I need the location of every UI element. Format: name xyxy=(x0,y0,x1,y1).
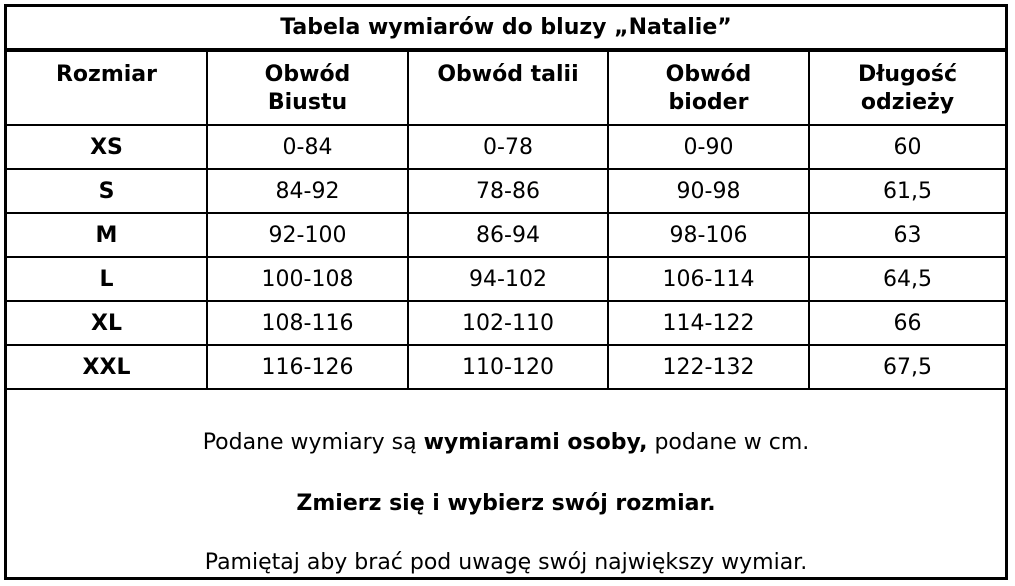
header-length-line1: Długość xyxy=(857,62,958,87)
measurement-note xyxy=(7,430,1005,455)
measure-instruction: Zmierz się i wybierz swój rozmiar. xyxy=(296,491,716,516)
length-cell: 67,5 xyxy=(809,345,1005,389)
chart-title: Tabela wymiarów do bluzy „Natalie” xyxy=(7,7,1005,50)
table-row xyxy=(7,213,1005,257)
size-cell: XL xyxy=(7,301,207,345)
bust-cell: 0-84 xyxy=(207,125,408,169)
hips-cell: 114-122 xyxy=(608,301,809,345)
table-row xyxy=(7,257,1005,301)
waist-cell: 110-120 xyxy=(408,345,608,389)
header-hips-line1: Obwód xyxy=(665,62,752,87)
size-cell: XXL xyxy=(7,345,207,389)
length-cell: 61,5 xyxy=(809,169,1005,213)
header-hips-line2: bioder xyxy=(668,90,749,115)
waist-cell: 86-94 xyxy=(408,213,608,257)
size-cell: XS xyxy=(7,125,207,169)
waist-cell: 78-86 xyxy=(408,169,608,213)
notes-section xyxy=(7,390,1005,577)
note-text-end: podane w cm. xyxy=(647,430,810,455)
length-cell: 63 xyxy=(809,213,1005,257)
header-bust xyxy=(207,51,408,125)
size-cell: S xyxy=(7,169,207,213)
hips-cell: 98-106 xyxy=(608,213,809,257)
hips-cell: 90-98 xyxy=(608,169,809,213)
header-waist-label: Obwód talii xyxy=(437,62,579,87)
header-waist xyxy=(408,51,608,125)
length-cell: 60 xyxy=(809,125,1005,169)
header-size xyxy=(7,51,207,125)
bust-cell: 108-116 xyxy=(207,301,408,345)
waist-cell: 102-110 xyxy=(408,301,608,345)
size-cell: L xyxy=(7,257,207,301)
hips-cell: 106-114 xyxy=(608,257,809,301)
bust-cell: 84-92 xyxy=(207,169,408,213)
table-row xyxy=(7,345,1005,389)
size-chart-frame xyxy=(4,4,1008,580)
header-length xyxy=(809,51,1005,125)
hips-cell: 122-132 xyxy=(608,345,809,389)
header-bust-line2: Biustu xyxy=(267,90,348,115)
header-length-line2: odzieży xyxy=(860,90,955,115)
header-bust-line1: Obwód xyxy=(264,62,351,87)
table-row xyxy=(7,125,1005,169)
length-cell: 64,5 xyxy=(809,257,1005,301)
note-text: Podane wymiary są xyxy=(202,430,424,455)
table-row xyxy=(7,169,1005,213)
table-row xyxy=(7,301,1005,345)
size-table xyxy=(7,50,1005,390)
waist-cell: 0-78 xyxy=(408,125,608,169)
hips-cell: 0-90 xyxy=(608,125,809,169)
header-row xyxy=(7,51,1005,125)
bust-cell: 116-126 xyxy=(207,345,408,389)
header-size-label: Rozmiar xyxy=(55,62,158,87)
waist-cell: 94-102 xyxy=(408,257,608,301)
header-hips xyxy=(608,51,809,125)
bust-cell: 92-100 xyxy=(207,213,408,257)
size-cell: M xyxy=(7,213,207,257)
bust-cell: 100-108 xyxy=(207,257,408,301)
largest-measurement-tip: Pamiętaj aby brać pod uwagę swój największy wymiar. xyxy=(204,550,808,575)
length-cell: 66 xyxy=(809,301,1005,345)
note-emphasis: wymiarami osoby, xyxy=(423,430,648,455)
